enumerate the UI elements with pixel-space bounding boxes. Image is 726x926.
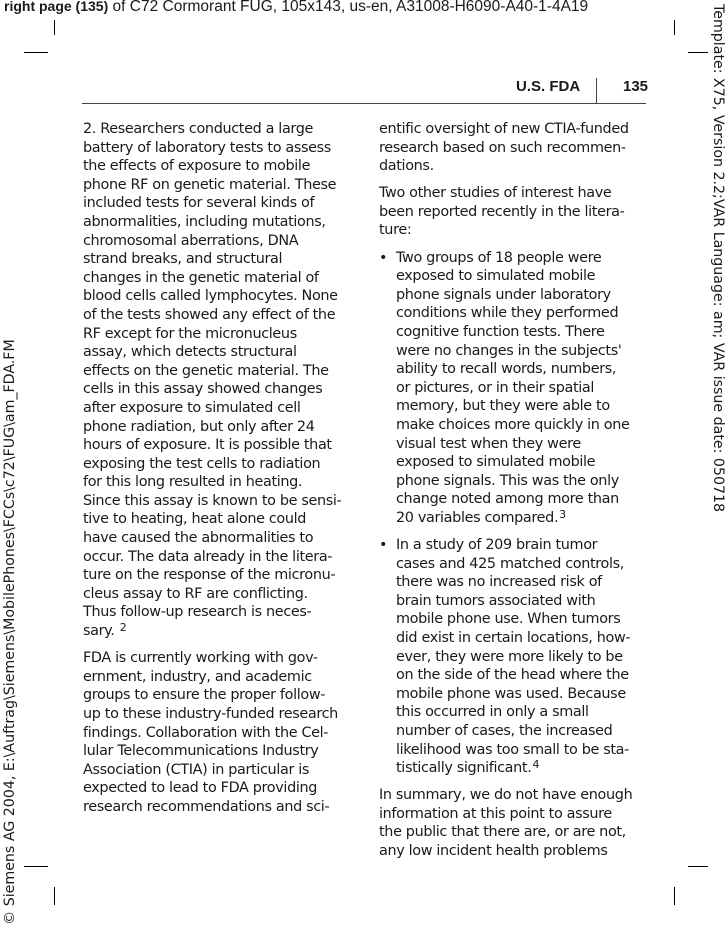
slug-page-label: right page (135)	[4, 0, 109, 14]
crop-mark	[674, 887, 675, 905]
right-column	[379, 120, 649, 869]
paragraph-summary	[379, 786, 649, 860]
list-item-text: Two groups of 18 people were exposed to simulated mobile phone signals under laboratory conditions while they performed cognitive function tests. There were no changes in the subjects' ability to recall words, numbers, or pictures, or in their spatial memory, but they were able to make choices more quickly in one visual test when they were exposed to simulated mobile phone signals. This was the only change noted among more than 20 variables compared.	[396, 249, 630, 526]
left-column	[83, 120, 353, 825]
crop-mark	[24, 52, 48, 53]
paragraph-research-tests	[83, 120, 353, 641]
list-item	[379, 249, 649, 528]
header-rule	[82, 103, 646, 104]
footnote-ref: 4	[532, 758, 540, 772]
paragraph-fda-working	[83, 649, 353, 816]
template-info: Template: X75, Version 2.2;VAR Language: am; VAR issue date: 050718	[710, 4, 726, 513]
crop-mark	[54, 20, 55, 35]
studies-list	[379, 249, 649, 778]
crop-mark	[24, 866, 48, 867]
crop-mark	[674, 20, 675, 35]
paragraph-text: entific oversight of new CTIA-funded research based on such recommen- dations.	[379, 121, 629, 175]
page-number: 135	[623, 78, 649, 95]
footnote-ref: 3	[559, 507, 566, 521]
crop-mark	[688, 866, 708, 867]
list-item-text: In a study of 209 brain tumor cases and 425 matched controls, there was no increased risk of brain tumors associated with mobile phone use. When tumors did exist in certain locations, how- ever, they were more likely to be on the side of the head where the mobile phone was used. Because this occurred in only a small number of cases, the increased likelihood was too small to be sta- tistically significant.	[396, 536, 631, 777]
print-slug	[4, 0, 588, 16]
list-item	[379, 536, 649, 778]
footnote-ref: 2	[119, 621, 127, 635]
crop-mark	[688, 52, 708, 53]
paragraph-text: 2. Researchers conducted a large battery of laboratory tests to assess the effects of exposure to mobile phone RF on genetic material. These included tests for several kinds of abnormalities, including mutations, chromosomal aberrations, DNA strand breaks, and structural changes in the genetic material of blood cells called lymphocytes. None of the tests showed any effect of the RF except for the micronucleus assay, which detects structural effects on the genetic material. The cells in this assay showed changes after exposure to simulated cell phone radiation, but only after 24 hours of exposure. It is possible that exposing the test cells to radiation for this long resulted in heating. Since this assay is known to be sensi- tive to heating, heat alone could have caused the abnormalities to occur. The data already in the litera- ture on the response of the micronu- cleus assay to RF are conflicting. Thus follow-up research is neces- sary.	[83, 121, 342, 640]
copyright-path: © Siemens AG 2004, E:\Auftrag\Siemens\MobilePhones\FCCs\c72\FUG\am_FDA.FM	[2, 339, 18, 925]
paragraph-other-studies	[379, 184, 649, 240]
paragraph-text: Two other studies of interest have been reported recently in the litera- ture:	[379, 185, 625, 239]
crop-mark	[54, 887, 55, 905]
section-title: U.S. FDA	[516, 78, 581, 95]
header-divider	[596, 78, 597, 103]
paragraph-text: In summary, we do not have enough information at this point to assure the public that there are, or are not, any low incident health problems	[379, 787, 633, 859]
slug-file-info: of C72 Cormorant FUG, 105x143, us-en, A31008-H6090-A40-1-4A19	[108, 0, 589, 15]
paragraph-text: FDA is currently working with gov- ernment, industry, and academic groups to ensure the proper follow- up to these industry-funded research findings. Collaboration with the Cel- lular Telecommunications Industry Association (CTIA) in particular is expected to lead to FDA providing research recommendations and sci-	[83, 650, 338, 815]
paragraph-ctia-oversight	[379, 120, 649, 176]
